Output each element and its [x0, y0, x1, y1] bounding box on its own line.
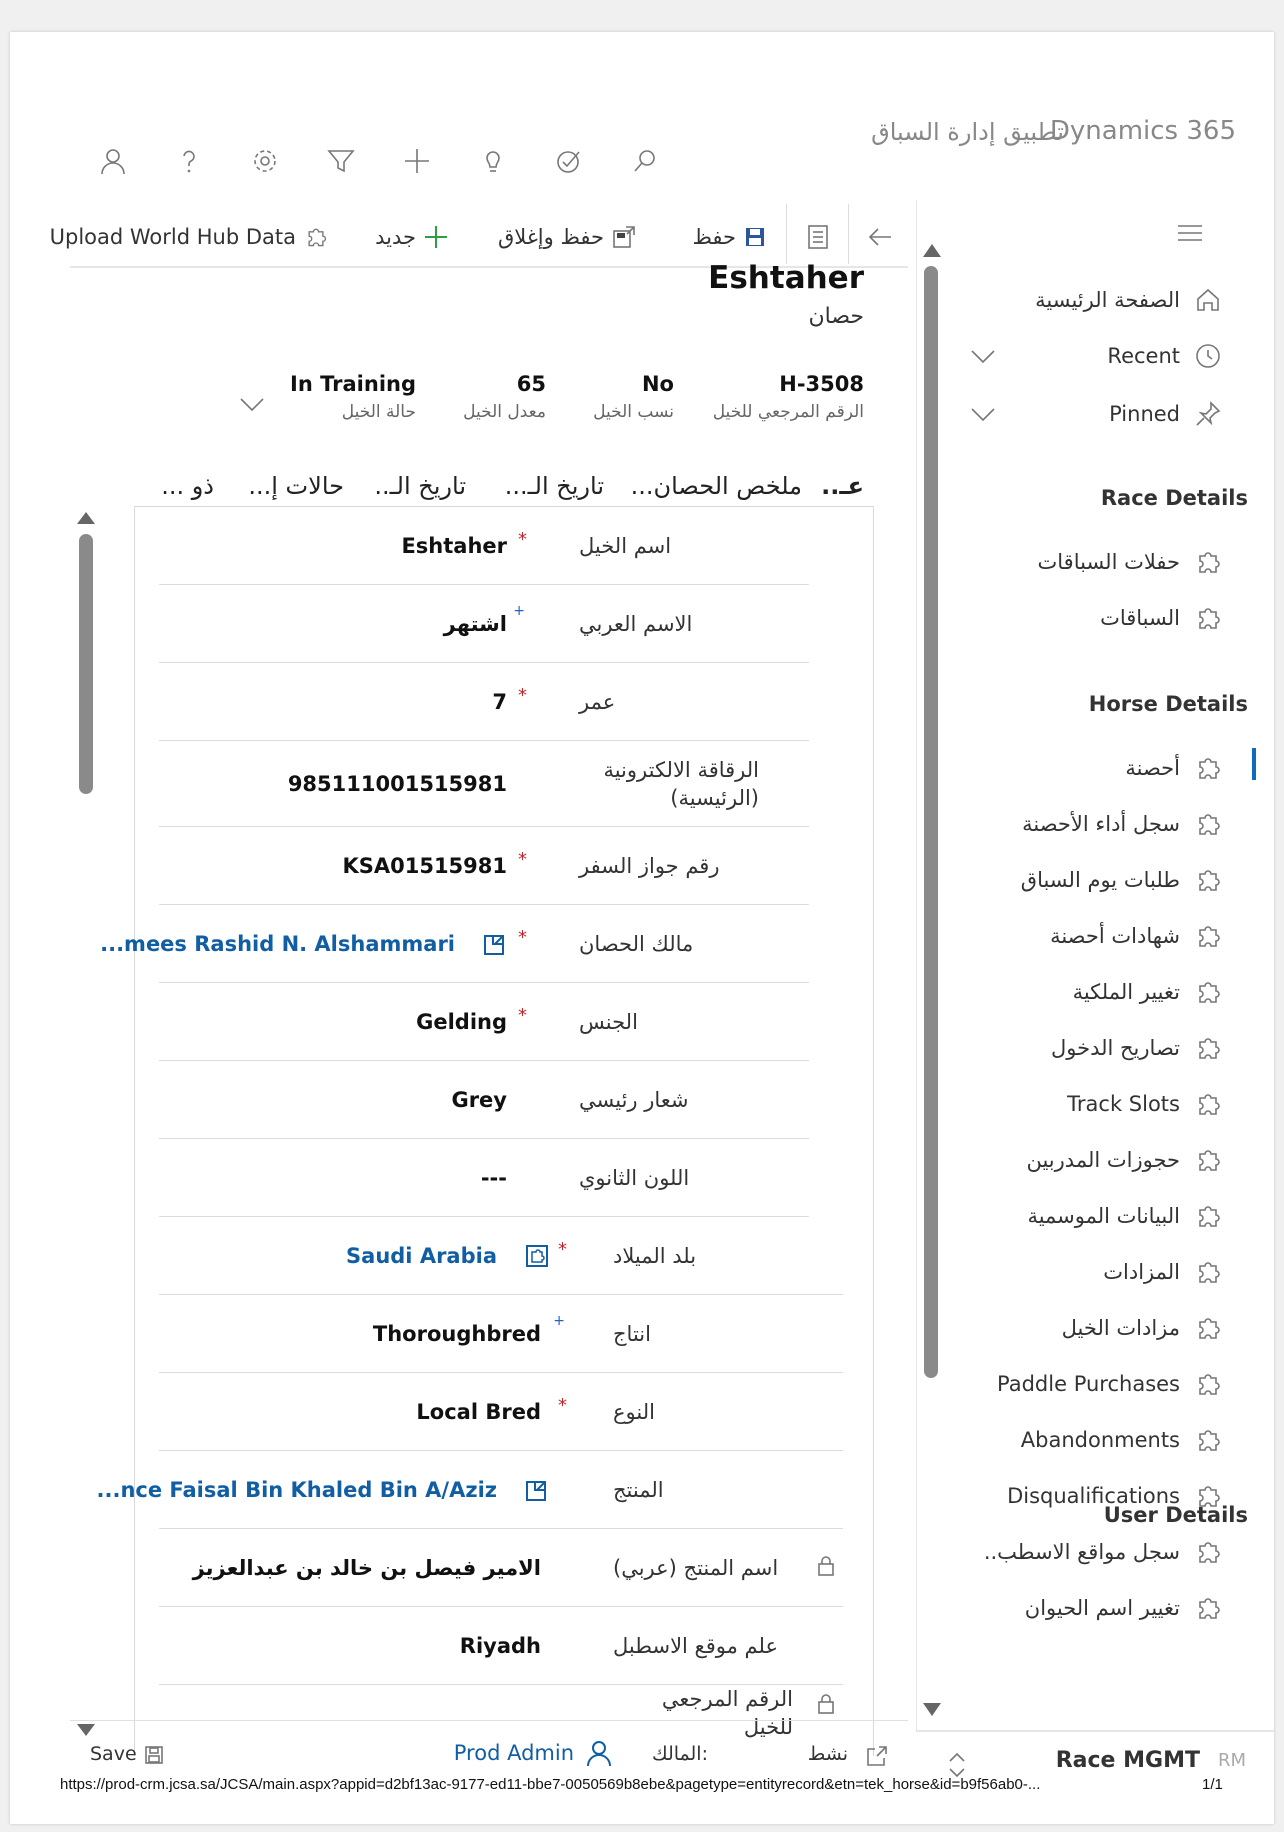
arrow-left-icon: [867, 226, 893, 248]
back-button[interactable]: [848, 204, 908, 264]
header-value: In Training: [290, 372, 416, 396]
field-label: رقم جواز السفر: [579, 854, 720, 878]
record-status: نشط: [807, 1743, 848, 1765]
form-field-row: [159, 1529, 843, 1607]
sitemap-item[interactable]: [1026, 1140, 1222, 1180]
form-field-row: [159, 827, 809, 905]
sitemap-item[interactable]: [1062, 1308, 1222, 1348]
record-title: Eshtaher: [708, 260, 864, 296]
open-record-icon[interactable]: [525, 1478, 549, 1502]
puzzle-icon: [1194, 1594, 1222, 1622]
form-field-row: [159, 741, 809, 827]
new-button[interactable]: [375, 218, 448, 256]
lock-icon: [817, 1693, 835, 1715]
required-marker: *: [518, 685, 527, 706]
puzzle-icon: [1194, 1314, 1222, 1342]
scroll-down-arrow[interactable]: [923, 1703, 941, 1716]
field-label: علم موقع الاسطبل: [613, 1634, 778, 1658]
header-value: H-3508: [779, 372, 864, 396]
form-scrollbar[interactable]: [76, 512, 96, 1742]
form-selector-button[interactable]: [786, 204, 848, 264]
save-icon[interactable]: [144, 1745, 164, 1765]
puzzle-icon: [304, 225, 328, 249]
required-marker: *: [558, 1395, 567, 1416]
puzzle-icon: [1194, 1370, 1222, 1398]
sitemap-item-label: تغيير الملكية: [1072, 980, 1180, 1004]
sitemap-recent[interactable]: [1107, 336, 1222, 376]
command-bar: [49, 170, 908, 268]
puzzle-icon: [1194, 1146, 1222, 1174]
field-label: بلد الميلاد: [613, 1244, 697, 1268]
form-field-row: [159, 585, 809, 663]
form-field-row: [159, 1373, 843, 1451]
form-field-row: [159, 507, 809, 585]
sitemap-item-label: شهادات أحصنة: [1050, 924, 1180, 948]
save-label: حفظ: [692, 225, 736, 249]
sitemap: [916, 200, 1274, 1730]
field-value[interactable]: اشتهر: [443, 612, 507, 636]
sitemap-item[interactable]: [1051, 1028, 1222, 1068]
field-value[interactable]: ...nce Faisal Bin Khaled Bin A/Aziz: [96, 1478, 497, 1502]
field-label: الاسم العربي: [579, 612, 693, 636]
puzzle-icon: [1194, 978, 1222, 1006]
app-brand[interactable]: Dynamics 365: [1049, 116, 1236, 146]
sitemap-item[interactable]: [1021, 1420, 1222, 1460]
area-name: Race MGMT: [1055, 1748, 1200, 1773]
field-label: الرقاقة الالكترونية (الرئيسية): [603, 758, 759, 810]
form-field-row: [159, 1295, 843, 1373]
form-field-row: [96, 1451, 843, 1529]
sitemap-item-label: سجل أداء الأحصنة: [1022, 812, 1180, 836]
field-label: مالك الحصان: [579, 932, 694, 956]
sitemap-item-label: مزادات الخيل: [1061, 1316, 1180, 1340]
sitemap-item[interactable]: [1125, 748, 1222, 788]
sitemap-recent-label: Recent: [1107, 344, 1180, 368]
field-value[interactable]: Eshtaher: [401, 534, 507, 558]
sitemap-item-label: حجوزات المدربين: [1026, 1148, 1180, 1172]
sitemap-selected-indicator: [1252, 748, 1256, 780]
clock-icon: [1194, 342, 1222, 370]
field-label: المنتج: [613, 1478, 664, 1502]
field-value[interactable]: Grey: [451, 1088, 507, 1112]
chevron-down-icon[interactable]: [969, 348, 997, 366]
sitemap-item-label: السباقات: [1100, 606, 1180, 630]
puzzle-icon: [1194, 922, 1222, 950]
group-user-details: User Details: [1103, 1503, 1248, 1527]
header-label: الرقم المرجعي للخيل: [712, 402, 864, 422]
header-field-reference: [713, 372, 864, 422]
new-label: جديد: [375, 225, 416, 249]
header-label: نسب الخيل: [593, 402, 674, 422]
header-field-rating: [463, 372, 546, 422]
pin-icon: [1194, 400, 1222, 428]
save-button[interactable]: [692, 218, 766, 256]
sitemap-item-label: Paddle Purchases: [997, 1372, 1180, 1396]
puzzle-icon: [1194, 1258, 1222, 1286]
sitemap-item-label: Disqualifications: [1007, 1484, 1180, 1508]
header-label: معدل الخيل: [463, 402, 546, 422]
tab-general[interactable]: عـ..: [821, 472, 864, 500]
puzzle-icon: [1194, 1202, 1222, 1230]
required-marker: *: [518, 529, 527, 550]
field-label: شعار رئيسي: [579, 1088, 689, 1112]
sitemap-item[interactable]: [1021, 860, 1222, 900]
puzzle-icon: [1194, 1426, 1222, 1454]
header-value: 65: [516, 372, 546, 396]
lock-icon: [817, 1555, 835, 1577]
area-badge: RM: [1217, 1750, 1246, 1771]
expand-icon[interactable]: [866, 1745, 888, 1767]
sitemap-item[interactable]: [1103, 1252, 1222, 1292]
sitemap-item-label: حفلات السباقات: [1037, 550, 1180, 574]
sitemap-item-label: أحصنة: [1125, 756, 1180, 780]
puzzle-icon: [1194, 604, 1222, 632]
owner-label: المالك:: [651, 1743, 708, 1765]
field-label: انتاج: [613, 1322, 651, 1346]
owner-name[interactable]: Prod Admin: [453, 1741, 574, 1765]
save-close-button[interactable]: [498, 218, 636, 256]
save-close-label: حفظ وإغلاق: [498, 225, 604, 249]
sitemap-item[interactable]: [1038, 542, 1223, 582]
upload-world-hub-button[interactable]: [50, 218, 328, 256]
tab-history-2[interactable]: تاريخ الـ..: [374, 472, 466, 500]
field-label: اسم المنتج (عربي): [613, 1556, 779, 1580]
print-url: https://prod-crm.jcsa.sa/JCSA/main.aspx?appid=d2bf13ac-9177-ed11-bbe7-0050569b8ebe&pagetype=entityrecord&etn=tek_horse&id=b9f56ab0-...: [60, 1776, 1041, 1793]
tab-horse-summary[interactable]: ملخص الحصان...: [630, 472, 802, 500]
group-horse-details: Horse Details: [1088, 692, 1248, 716]
tab-history-1[interactable]: تاريخ الـ...: [504, 472, 604, 500]
upload-label: Upload World Hub Data: [49, 225, 296, 249]
scroll-up-arrow[interactable]: [923, 244, 941, 257]
person-icon: [586, 1739, 612, 1767]
puzzle-icon: [1194, 810, 1222, 838]
field-value[interactable]: ---: [480, 1166, 507, 1190]
document-icon: [807, 224, 829, 250]
puzzle-icon: [1194, 548, 1222, 576]
home-icon: [1194, 286, 1222, 314]
sitemap-item-label: تصاريح الدخول: [1050, 1036, 1180, 1060]
field-value[interactable]: KSA01515981: [342, 854, 507, 878]
footer-save-label[interactable]: Save: [90, 1743, 137, 1765]
tab-cases[interactable]: حالات إ...: [248, 472, 344, 500]
field-value[interactable]: Riyadh: [459, 1634, 541, 1658]
header-field-pedigree: [593, 372, 674, 422]
field-value[interactable]: Thoroughbred: [372, 1322, 541, 1346]
sitemap-pinned[interactable]: [1109, 394, 1222, 434]
required-marker: *: [518, 849, 527, 870]
sitemap-item-label: سجل مواقع الاسطب..: [983, 1540, 1180, 1564]
field-value[interactable]: Saudi Arabia: [346, 1244, 497, 1268]
record-entity: حصان: [808, 304, 864, 329]
save-close-icon: [612, 225, 636, 249]
tab-more[interactable]: ذو ...: [161, 472, 214, 500]
scroll-thumb[interactable]: [79, 534, 93, 794]
sitemap-pinned-label: Pinned: [1109, 402, 1180, 426]
form-field-row: [159, 1061, 809, 1139]
footer-bar: [70, 1720, 908, 1784]
form-field-row: [159, 1139, 809, 1217]
sitemap-scrollbar[interactable]: [921, 244, 941, 1714]
field-value[interactable]: ...mees Rashid N. Alshammari: [100, 932, 455, 956]
field-label: اللون الثانوي: [579, 1166, 690, 1190]
field-label: الرقم المرجعي للخيل: [661, 1687, 793, 1739]
field-label: الجنس: [579, 1010, 638, 1034]
sitemap-home[interactable]: [1035, 280, 1222, 320]
sitemap-item[interactable]: [1050, 916, 1222, 956]
field-label: عمر: [579, 690, 616, 714]
field-value[interactable]: Gelding: [416, 1010, 507, 1034]
field-value[interactable]: 985111001515981: [287, 772, 507, 796]
open-record-icon[interactable]: [483, 932, 507, 956]
print-page-number: 1/1: [1202, 1776, 1223, 1793]
sitemap-item[interactable]: [1100, 598, 1222, 638]
sitemap-item[interactable]: [1067, 1084, 1222, 1124]
field-value[interactable]: الامير فيصل بن خالد بن عبدالعزيز: [192, 1556, 541, 1580]
sitemap-item[interactable]: [1022, 804, 1222, 844]
sitemap-item[interactable]: [997, 1364, 1222, 1404]
sitemap-item-label: المزادات: [1103, 1260, 1180, 1284]
sitemap-item-label: Track Slots: [1067, 1092, 1180, 1116]
sitemap-item-label: تغيير اسم الحيوان: [1024, 1596, 1180, 1620]
required-marker: *: [518, 1005, 527, 1026]
print-page: [10, 32, 1274, 1824]
scroll-up-arrow[interactable]: [77, 512, 95, 524]
chevron-down-icon[interactable]: [969, 406, 997, 424]
sitemap-item[interactable]: [984, 1532, 1222, 1572]
field-value[interactable]: 7: [492, 690, 507, 714]
form-field-row: [100, 905, 809, 983]
field-label: النوع: [613, 1400, 655, 1424]
plus-icon: [424, 225, 448, 249]
field-label: اسم الخيل: [579, 534, 672, 558]
save-icon: [744, 226, 766, 248]
recommended-marker: +: [553, 1313, 565, 1329]
required-marker: *: [518, 927, 527, 948]
required-marker: *: [558, 1239, 567, 1260]
header-value: No: [641, 372, 674, 396]
sitemap-item[interactable]: [1073, 972, 1222, 1012]
form-field-row: [159, 663, 809, 741]
puzzle-icon: [1194, 866, 1222, 894]
puzzle-icon: [1194, 1538, 1222, 1566]
sitemap-item-label: Abandonments: [1020, 1428, 1180, 1452]
form-field-row: [159, 1217, 843, 1295]
group-race-details: Race Details: [1100, 486, 1248, 510]
chevron-down-icon[interactable]: [238, 396, 266, 414]
sitemap-item[interactable]: [1027, 1196, 1222, 1236]
puzzle-icon: [1194, 754, 1222, 782]
sitemap-home-label: الصفحة الرئيسية: [1035, 288, 1180, 312]
app-name[interactable]: تطبيق إدارة السباق: [871, 118, 1064, 146]
form-field-row: [159, 983, 809, 1061]
sitemap-item[interactable]: [1025, 1588, 1222, 1628]
form-field-row: [159, 1607, 843, 1685]
sitemap-item-label: طلبات يوم السباق: [1020, 868, 1180, 892]
header-label: حالة الخيل: [341, 402, 416, 422]
puzzle-icon: [1194, 1034, 1222, 1062]
header-field-status: [290, 372, 416, 422]
field-value[interactable]: Local Bred: [416, 1400, 541, 1424]
scroll-thumb[interactable]: [924, 266, 938, 1378]
sitemap-item-label: البيانات الموسمية: [1027, 1204, 1180, 1228]
entity-icon[interactable]: [525, 1244, 549, 1268]
puzzle-icon: [1194, 1090, 1222, 1118]
recommended-marker: +: [513, 603, 525, 619]
